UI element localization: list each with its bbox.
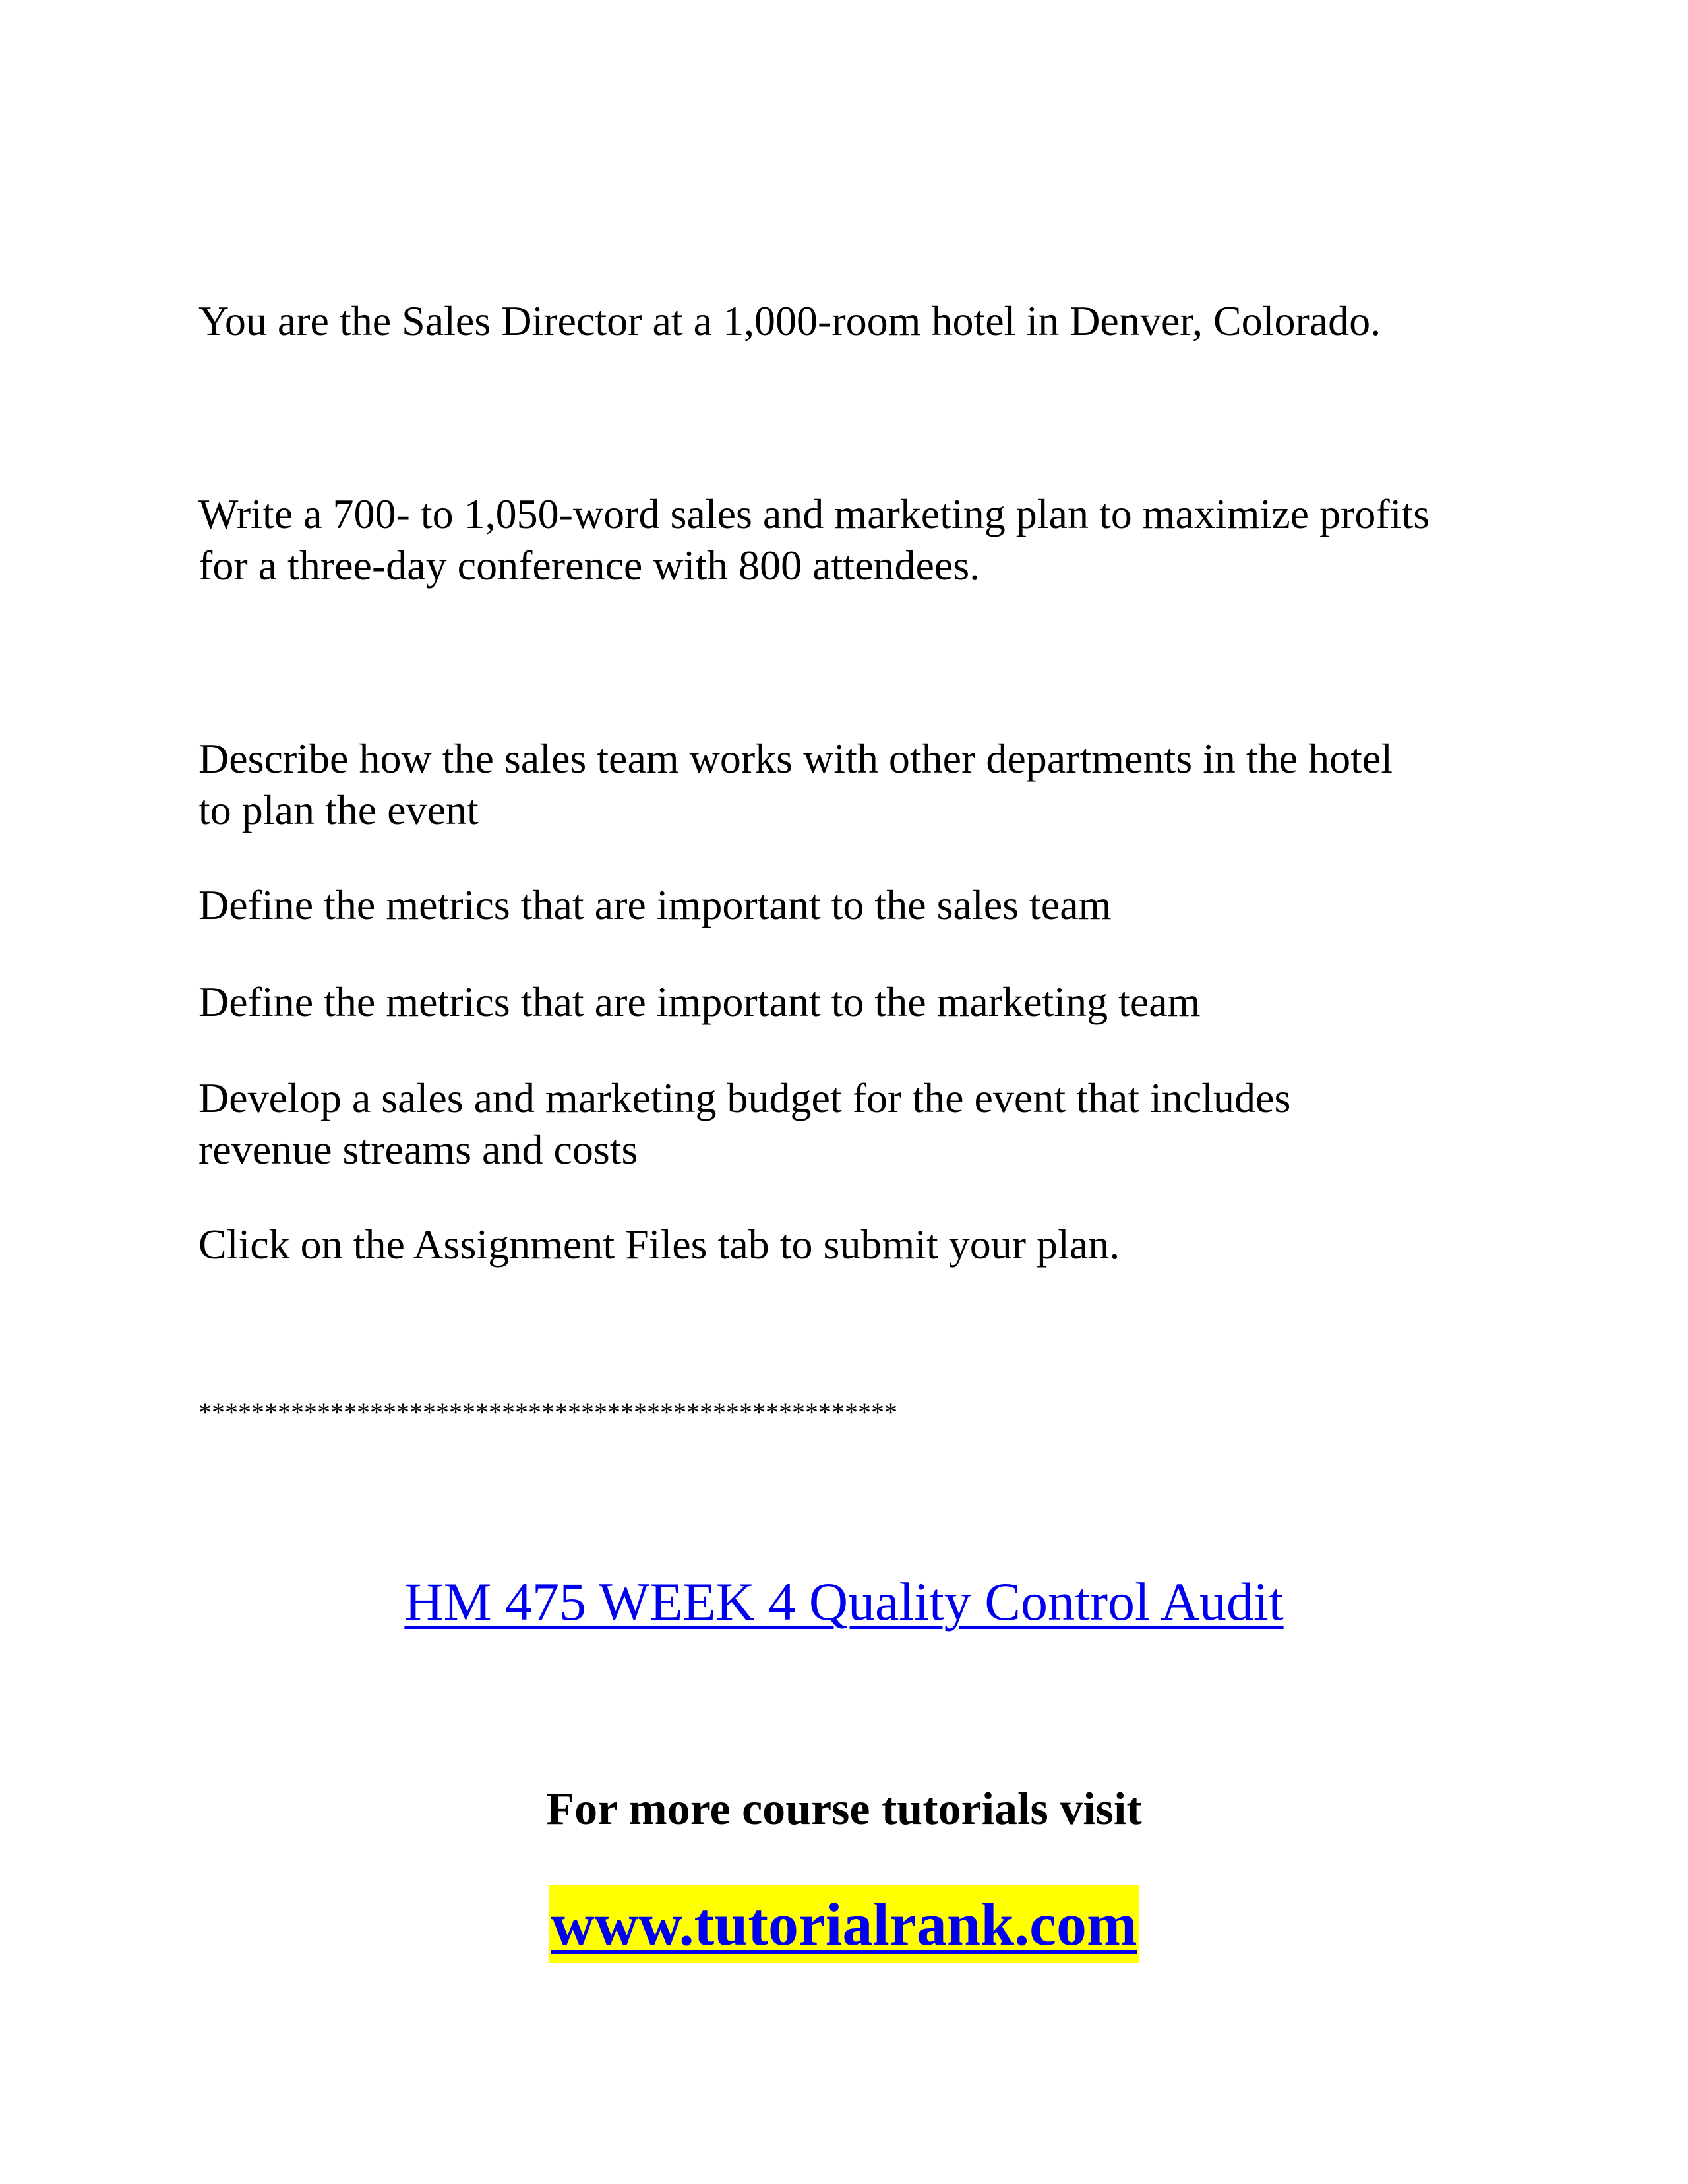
separator-line: *****************************************************	[198, 1398, 897, 1427]
website-line	[0, 1885, 1688, 1963]
task-item: Develop a sales and marketing budget for the event that includes revenue streams and costs	[198, 1075, 1291, 1173]
course-link-line	[0, 1569, 1688, 1635]
task-item: Define the metrics that are important to the marketing team	[198, 978, 1201, 1025]
task-item: Describe how the sales team works with other departments in the hotel to plan the event	[198, 735, 1393, 833]
promo-text: For more course tutorials visit	[546, 1784, 1142, 1835]
task-item: Click on the Assignment Files tab to submit your plan.	[198, 1221, 1120, 1268]
instruction-paragraph: Write a 700- to 1,050-word sales and marketing plan to maximize profits for a three-day conference with 800 attendees.	[198, 490, 1430, 589]
course-link[interactable]: HM 475 WEEK 4 Quality Control Audit	[404, 1572, 1284, 1632]
website-link[interactable]: www.tutorialrank.com	[549, 1885, 1138, 1963]
intro-paragraph: You are the Sales Director at a 1,000-room hotel in Denver, Colorado.	[198, 297, 1381, 344]
task-item: Define the metrics that are important to the sales team	[198, 881, 1112, 928]
